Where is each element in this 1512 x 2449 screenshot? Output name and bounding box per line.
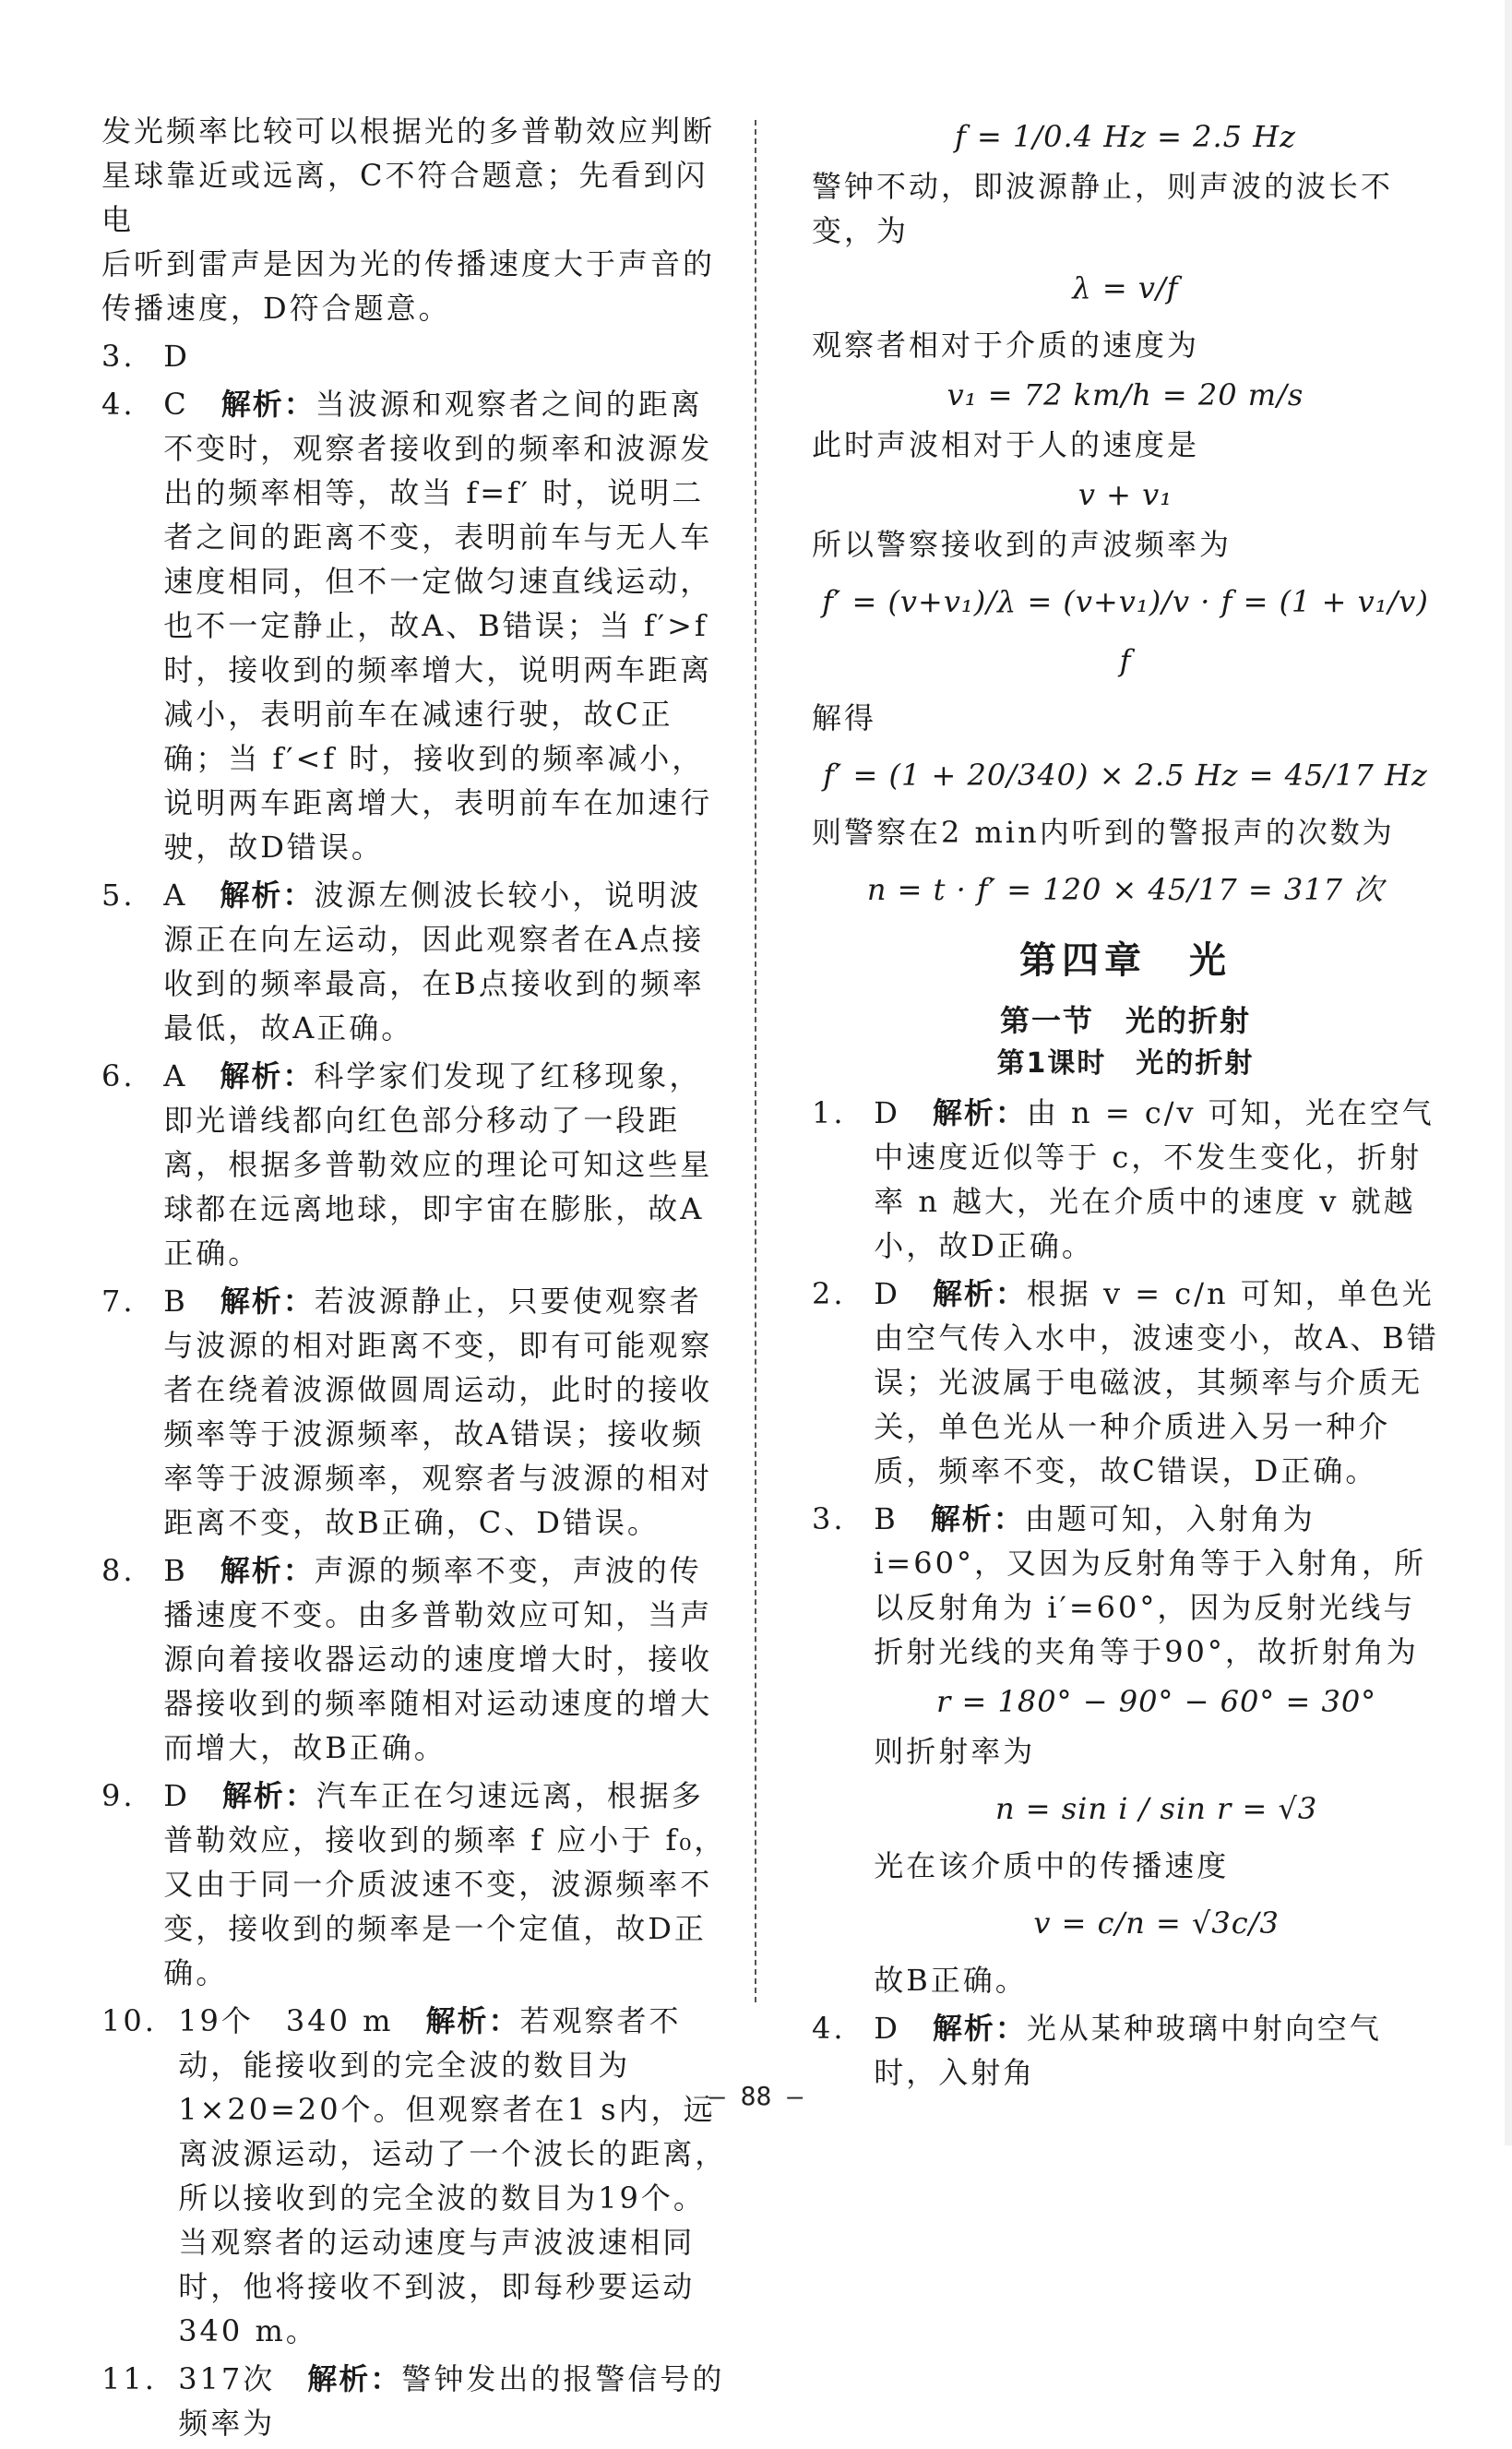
- analysis-text: 汽车正在匀速远离，根据多普勒效应，接收到的频率 f 应小于 f₀，又由于同一介质波速不变，波源频率不变，接收到的频率是一个定值，故D正确。: [163, 1778, 727, 1990]
- answer-item-3: [101, 334, 729, 378]
- analysis-label: 解析：: [220, 1553, 315, 1588]
- page-edge-shadow: [1505, 0, 1512, 2145]
- paragraph: 解得: [812, 700, 877, 735]
- answer-item-8: [101, 1548, 729, 1770]
- text-line: 星球靠近或远离，C不符合题意；先看到闪电: [101, 158, 708, 237]
- equation: f = 1/0.4 Hz = 2.5 Hz: [955, 119, 1296, 154]
- analysis-label: 解析：: [932, 1276, 1027, 1311]
- item-number: 4.: [812, 2011, 846, 2046]
- analysis-label: 解析：: [930, 1501, 1025, 1536]
- answer-choice: D: [163, 339, 190, 374]
- analysis-text: 当波源和观察者之间的距离不变时，观察者接收到的频率和波源发出的频率相等，故当 f=f′ 时，说明二者之间的距离不变，表明前车与无人车速度相同，但不一定做匀速直线运动，也不一定静止，故A、B错误；当 f′>f 时，接收到的频率增大，说明两车距离减小，表明前车在减速行驶，故C正确；当 f′<f 时，接收到的频率减小，说明两车距离增大，表明前车在加速行驶，故D错误。: [163, 387, 713, 865]
- analysis-label: 解析：: [220, 1058, 315, 1093]
- item-number: 7.: [101, 1284, 136, 1319]
- analysis-label: 解析：: [425, 2003, 520, 2038]
- section-title: 第一节 光的折射: [999, 1003, 1251, 1038]
- analysis-text: 根据 v = c/n 可知，单色光由空气传入水中，波速变小，故A、B错误；光波属于电磁波，其频率与介质无关，单色光从一种介质进入另一种介质，频率不变，故C错误，D正确。: [874, 1276, 1439, 1488]
- item-number: 10.: [101, 2003, 157, 2038]
- equation: v₁ = 72 km/h = 20 m/s: [946, 377, 1304, 412]
- answer-item-5: [101, 873, 729, 1050]
- answer-choice: B: [874, 1501, 899, 1536]
- answer-choice: A: [163, 1058, 188, 1093]
- item-number: 5.: [101, 878, 136, 913]
- answer-choice: B: [163, 1553, 188, 1588]
- paragraph: 光在该介质中的传播速度: [874, 1848, 1230, 1883]
- answer-choice: A: [163, 878, 188, 913]
- answer-choice: C: [163, 387, 189, 422]
- analysis-text: 若波源静止，只要使观察者与波源的相对距离不变，即有可能观察者在绕着波源做圆周运动，此时的接收频率等于波源频率，故A错误；接收频率等于波源频率，观察者与波源的相对距离不变，故B正确，C、D错误。: [163, 1284, 713, 1540]
- analysis-text: 警钟发出的报警信号的频率为: [178, 2361, 725, 2441]
- answer-choice: D: [874, 2011, 900, 2046]
- text-line: 发光频率比较可以根据光的多普勒效应判断: [101, 113, 716, 149]
- equation: λ = v/f: [1072, 270, 1179, 305]
- continued-paragraph: [101, 109, 729, 330]
- paragraph: 所以警察接收到的声波频率为: [812, 527, 1232, 562]
- item-number: 8.: [101, 1553, 136, 1588]
- right-column: [812, 109, 1439, 2098]
- item-number: 3.: [812, 1501, 846, 1536]
- item-number: 11.: [101, 2361, 157, 2396]
- answer-value: 19个 340 m: [178, 2003, 394, 2038]
- equation: n = sin i / sin r = √3: [994, 1791, 1318, 1826]
- answer-item-10: [101, 1999, 729, 2353]
- paragraph: 警钟不动，即波源静止，则声波的波长不变，为: [812, 169, 1394, 248]
- answer-item-4: [101, 382, 729, 869]
- analysis-label: 解析：: [220, 387, 315, 422]
- analysis-text: 由 n = c/v 可知，光在空气中速度近似等于 c，不发生变化，折射率 n 越大，光在介质中的速度 v 就越小，故D正确。: [874, 1095, 1435, 1263]
- analysis-label: 解析：: [220, 1284, 315, 1319]
- answer-item-r2: [812, 1272, 1439, 1493]
- answer-choice: D: [874, 1095, 900, 1130]
- answer-item-6: [101, 1054, 729, 1275]
- answer-item-7: [101, 1279, 729, 1545]
- paragraph: 则警察在2 min内听到的警报声的次数为: [812, 815, 1395, 850]
- item-number: 3.: [101, 339, 136, 374]
- item-number: 9.: [101, 1778, 136, 1813]
- item-number: 4.: [101, 387, 136, 422]
- analysis-text: 光从某种玻璃中射向空气时，入射角: [874, 2011, 1382, 2090]
- equation: v = c/n = √3c/3: [1033, 1905, 1280, 1941]
- equation: f′ = (v+v₁)/λ = (v+v₁)/v · f = (1 + v₁/v) f: [822, 584, 1429, 678]
- analysis-text: 若观察者不动，能接收到的完全波的数目为1×20=20个。但观察者在1 s内，远离波源运动，运动了一个波长的距离，所以接收到的完全波的数目为19个。当观察者的运动速度与声波波速相同时，他将接收不到波，即每秒要运动340 m。: [178, 2003, 728, 2348]
- paragraph: 则折射率为: [874, 1734, 1036, 1769]
- equation: r = 180° − 90° − 60° = 30°: [936, 1684, 1377, 1719]
- lesson-title: 第1课时 光的折射: [996, 1047, 1255, 1080]
- answer-choice: D: [163, 1778, 190, 1813]
- equation: n = t · f′ = 120 × 45/17 = 317 次: [866, 872, 1385, 907]
- text-line: 传播速度，D符合题意。: [101, 291, 451, 326]
- answer-item-r3: [812, 1497, 1439, 2002]
- equation: v + v₁: [1077, 477, 1173, 512]
- item-number: 1.: [812, 1095, 846, 1130]
- analysis-text: 由题可知，入射角为 i=60°，又因为反射角等于入射角，所以反射角为 i′=60°，因为反射光线与折射光线的夹角等于90°，故折射角为: [874, 1501, 1426, 1669]
- paragraph: 此时声波相对于人的速度是: [812, 427, 1200, 462]
- analysis-text: 声源的频率不变，声波的传播速度不变。由多普勒效应可知，当声源向着接收器运动的速度增大时，接收器接收到的频率随相对运动速度的增大而增大，故B正确。: [163, 1553, 713, 1765]
- answer-item-9: [101, 1774, 729, 1995]
- answer-item-11: [101, 2357, 729, 2445]
- analysis-label: 解析：: [220, 878, 315, 913]
- page-number: — 88 —: [708, 2081, 804, 2111]
- paragraph: 故B正确。: [874, 1963, 1028, 1998]
- paragraph: 观察者相对于介质的速度为: [812, 328, 1200, 363]
- analysis-label: 解析：: [307, 2361, 402, 2396]
- analysis-text: 科学家们发现了红移现象，即光谱线都向红色部分移动了一段距离，根据多普勒效应的理论可知这些星球都在远离地球，即宇宙在膨胀，故A正确。: [163, 1058, 713, 1271]
- analysis-label: 解析：: [932, 1095, 1027, 1130]
- item-number: 6.: [101, 1058, 136, 1093]
- analysis-label: 解析：: [221, 1778, 316, 1813]
- text-line: 后听到雷声是因为光的传播速度大于声音的: [101, 246, 716, 281]
- answer-value: 317次: [178, 2361, 276, 2396]
- equation: f′ = (1 + 20/340) × 2.5 Hz = 45/17 Hz: [823, 758, 1428, 793]
- answer-item-r1: [812, 1091, 1439, 1268]
- item-number: 2.: [812, 1276, 846, 1311]
- analysis-text: 波源左侧波长较小，说明波源正在向左运动，因此观察者在A点接收到的频率最高，在B点接收到的频率最低，故A正确。: [163, 878, 705, 1045]
- answer-choice: D: [874, 1276, 900, 1311]
- chapter-title: 第四章 光: [1019, 939, 1232, 982]
- analysis-label: 解析：: [932, 2011, 1027, 2046]
- answer-choice: B: [163, 1284, 188, 1319]
- column-divider: [755, 120, 756, 2002]
